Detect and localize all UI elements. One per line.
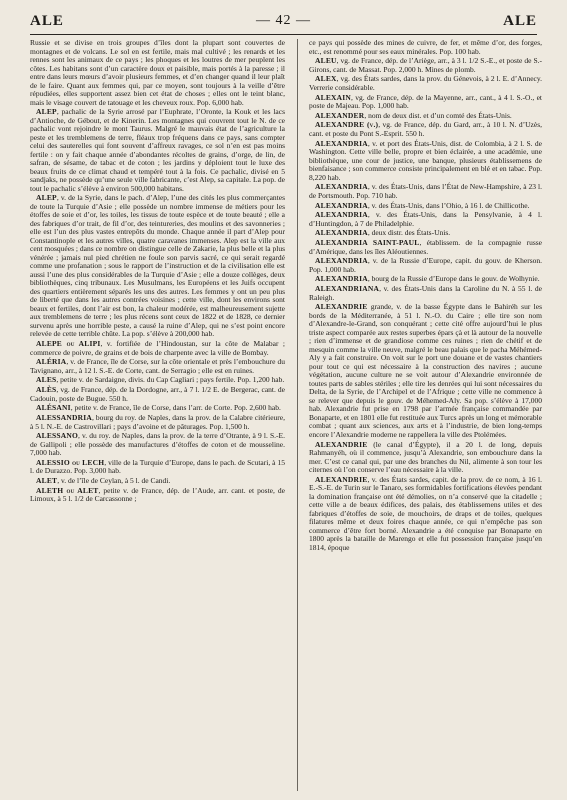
entry-headword: ALEXANDRIA bbox=[315, 274, 368, 284]
header-left-word: ALE bbox=[30, 13, 64, 29]
entry-text: , ville de la Turquie d’Europe, dans le pach. de Scutari, à 15 l. de Durazzo. Pop. 3,000 hab. bbox=[30, 457, 285, 476]
entry-text: Russie et se divise en trois groupes d’îles dont la plupart sont couvertes de montagnes et de volcans. Le sol en est fertile, mais mal cultivé ; les renards et les rennes sont les animaux de ce pays ; les phoques et les loutres de mer peuplent les côtes. Les habitans sont d’un caractère doux et paisible, mais portés à la paresse ; il entre dans leurs mœurs d’avoir plusieurs femmes, et d’en changer quand il leur plaît de le faire. Quant aux femmes qui, par ce moyen, sont toujours à la veille d’être répudiées, elles supportent assez bien cet état de choses ; elles ont le teint blanc, mais le visage couvert de tatouage et les cheveux roux. Pop. 6,000 hab. bbox=[30, 39, 285, 107]
dictionary-entry bbox=[309, 94, 542, 111]
entry-headword: ALÈS bbox=[36, 385, 57, 395]
entry-text: , v. du roy. de Naples, dans la prov. de la terre d’Otrante, à 9 l. S.-E. de Gallipoli ; elle possède des manufactures d’étoffes de coton et de mousseline. 7,000 hab. bbox=[30, 431, 285, 458]
entry-headword: ALEXANDRIE bbox=[315, 439, 368, 449]
dictionary-entry bbox=[309, 183, 542, 200]
entry-text: , établissem. de la compagnie russe d’Amérique, dans les îles Aléoutiennes. bbox=[309, 238, 542, 256]
entry-text: , bourg du roy. de Naples, dans la prov. de la Calabre citérieure, à 5 l. N.-E. de Castrovillari ; pays d’avoine et de pâturages. Pop. 1,500 h. bbox=[30, 413, 285, 431]
entry-text: , nom de deux dist. et d’un comté des États-Unis. bbox=[364, 110, 512, 120]
entry-headword: ALEXANDRIA bbox=[315, 200, 368, 210]
entry-headword: ALEXAIN bbox=[315, 92, 351, 102]
entry-headword: ALEXANDRIA bbox=[315, 182, 368, 192]
dictionary-entry bbox=[309, 202, 542, 211]
running-header bbox=[30, 13, 537, 33]
entry-text: , v. fortifiée de l’Hindoustan, sur la côte de Malabar ; commerce de poivre, de grains et de bois de charpente avec la ville de Bombay. bbox=[30, 339, 285, 357]
entry-headword: ALEU bbox=[315, 56, 337, 66]
dictionary-entry bbox=[30, 358, 285, 375]
dictionary-entry bbox=[309, 285, 542, 302]
entry-text: grande, v. de la basse Égypte dans le Bahiréh sur les bords de la Méditerranée, à 51 l. N.-O. du Caire ; elle tire son nom d’Alexandre-le-Grand, son conquérant ; cette cité offre aujourd’hui le plus triste aspect comparée aux restes superbes épars çà et là autour de la nouvelle ; rien d’immense et de grandiose comme ces ruines ; rien de chétif et de mesquin comme la ville neuve, malgré le beau palais que le pacha Méhémed-Aly y a fait construire. On voit sur le port une douane et de vastes chantiers pour tout ce qui est nécessaire à la construction des navires ; aucune végétation, aucune culture ne se voit autour d’Alexandrie environnée de toutes parts de sables stériles ; elle tire les denrées qui lui sont nécessaires du Delta, de la Syrie, de l’Archipel et de l’Afrique ; cette ville ne commence à se relever que depuis le gouv. de Méhemed-Aly. Sa pop. s’élève à 17,000 hab. Alexandrie fut prise en 1798 par l’armée française commandée par Bonaparte, et en 1801 elle fut restituée aux Turcs après un long et mémorable combat ; quant aux sciences, aux arts et à l’industrie, de bien long-temps encore l’Alexandrie moderne ne rappellera la ville des Ptolémées. bbox=[309, 302, 542, 439]
entry-text: , petite v. de France, île de Corse, dans l’arr. de Corte. Pop. 2,600 hab. bbox=[70, 403, 281, 413]
dictionary-entry bbox=[309, 39, 542, 56]
entry-text: , v. des États-Unis, dans l’État de New-Hampshire, à 23 l. de Portsmouth. Pop. 710 hab. bbox=[309, 182, 542, 200]
entry-headword: ALESSANO bbox=[36, 431, 79, 441]
dictionary-entry bbox=[30, 404, 285, 413]
dictionary-entry bbox=[30, 376, 285, 385]
entry-text: , v. et port des États-Unis, dist. de Colombia, à 2 l. S. de Washington. Cette ville belle, propre et bien éclairée, a une académie, une bibliothèque, une cour de justice, une banque, plusieurs établissemens de bienfaisance ; son commerce consiste principalement en blé et en tabac. Pop. 8,220 hab. bbox=[309, 138, 542, 182]
entry-text: , vg. de France, dép. de la Dordogne, arr., à 7 l. 1/2 E. de Bergerac, cant. de Cadouin, poste de Bugue. 550 h. bbox=[30, 385, 285, 403]
dictionary-entry bbox=[30, 39, 285, 107]
entry-headword: ALEPE ou ALIPI bbox=[36, 339, 101, 349]
dictionary-entry bbox=[309, 211, 542, 228]
entry-text: , v. de la Syrie, dans le pach. d’Alep, l’une des cités les plus commerçantes de toute la Turquie d’Asie ; elle possède un nombre immense de métiers pour les étoffes de soie et d’or, les toiles, les tissus de toute espèce et de toute beauté ; elle a des fabriques d’or trait, de fil d’or, des teintureries, des moulins et des savonneries ; elle est l’un des plus vastes entrepôts du monde. Chaque année il part d’Alep pour Constantinople et les autres villes, quatre caravanes immenses. Alep est la ville aux cent mosquées ; dans ce nombre on distingue celle de Zakarie, la plus belle et la plus vénérée ; jamais nul pied chrétien ne foule son parvis sacré, ce qui serait regardé comme une profanation ; sous le rapport de l’instruction et de la civilisation elle est aussi l’une des plus considérables de la Turquie d’Asie ; elle a douze collèges, deux bibliothèques, cinq tribunaux. Les Musulmans, les Européens et les Juifs occupent des quartiers entièrement séparés les uns des autres. Les femmes y ont un peu plus de liberté que dans les autres contrées voisines ; cette ville, dont les environs sont beaux et fertiles, dont l’air est bon, la chaleur modérée, est malheureusement sujette aux tremblemens de terre ; les plus récens sont ceux de 1822 et de 1828, ce dernier survenu après une horrible peste, a causé la ruine d’Alep, qui ne s’est point encore relevée de cette terrible chûte. La pop. s’élève à 200,000 hab. bbox=[30, 193, 285, 339]
dictionary-entry bbox=[30, 477, 285, 486]
entry-headword: ALEX bbox=[315, 74, 337, 84]
dictionary-entry bbox=[309, 303, 542, 439]
entry-text: , vg. de France, dép. de l’Ariège, arr., à 3 l. 1/2 S.-E., et poste de S.-Girons, cant. de Massat. Pop. 2,000 h. Mines de plomb. bbox=[309, 56, 542, 74]
dictionary-entry bbox=[309, 441, 542, 475]
entry-headword: ALEP bbox=[36, 107, 57, 117]
entry-headword: ALEXANDRIA bbox=[315, 256, 368, 266]
entry-headword: ALEXANDRIA SAINT-PAUL bbox=[315, 238, 420, 248]
entry-headword: ALES bbox=[36, 375, 57, 385]
header-right-word: ALE bbox=[503, 13, 537, 29]
entry-text: ce pays qui possède des mines de cuivre, de fer, et même d’or, des forges, etc., est renommé pour ses eaux minérales. Pop. 100 hab. bbox=[309, 39, 542, 56]
dictionary-entry bbox=[30, 194, 285, 339]
entry-headword: ALET bbox=[36, 476, 58, 486]
dictionary-entry bbox=[309, 57, 542, 74]
page-number: — 42 — bbox=[256, 13, 311, 28]
dictionary-entry bbox=[309, 75, 542, 92]
entry-headword: ALESSIO ou LECH bbox=[36, 457, 105, 467]
right-column bbox=[309, 39, 542, 794]
left-column bbox=[30, 39, 285, 794]
entry-headword: ALEXANDRE (v.) bbox=[315, 120, 379, 130]
entry-headword: ALEXANDER bbox=[315, 110, 365, 120]
entry-text: , bourg de la Russie d’Europe dans le gouv. de Wolhynie. bbox=[367, 274, 540, 284]
dictionary-entry bbox=[309, 121, 542, 138]
entry-text: , deux distr. des États-Unis. bbox=[367, 228, 451, 238]
entry-text: , vg. des États sardes, dans la prov. du Génevois, à 2 l. E. d’Annecy. Verrerie considérable. bbox=[309, 74, 542, 92]
dictionary-entry bbox=[309, 239, 542, 256]
entry-headword: ALEXANDRIA bbox=[315, 228, 368, 238]
entry-headword: ALÉRIA bbox=[36, 357, 67, 367]
dictionary-entry bbox=[309, 476, 542, 553]
entry-headword: ALEXANDRIANA bbox=[315, 284, 380, 294]
entry-text: , petite v. de France, dép. de l’Aude, arr. cant. et poste, de Limoux, à 5 l. 1/2 de Carcassonne ; bbox=[30, 485, 285, 504]
entry-headword: ALEXANDRIA bbox=[315, 138, 368, 148]
dictionary-entry bbox=[30, 340, 285, 357]
dictionary-entry bbox=[30, 108, 285, 193]
dictionary-entry bbox=[309, 140, 542, 183]
entry-headword: ALÉSANI bbox=[36, 403, 71, 413]
entry-headword: ALETH ou ALET bbox=[36, 485, 99, 495]
entry-text: , v. des États-Unis dans la Caroline du N. à 55 l. de Raleigh. bbox=[309, 284, 542, 302]
dictionary-entry bbox=[309, 229, 542, 238]
entry-headword: ALEXANDRIE bbox=[315, 302, 368, 312]
entry-text: , vg. de France, dép. du Gard, arr., à 10 l. N. d’Uzès, cant. et poste du Pont S.-Esprit. 550 h. bbox=[309, 120, 542, 138]
dictionary-entry bbox=[309, 112, 542, 121]
entry-text: (le canal d’Égypte), il a 20 l. de long, depuis Rahmanyéh, où il commence, jusqu’à Alexandrie, son embouchure dans la mer. C’est ce canal qui, par une des branches du Nil, alimente à son tour les citernes où l’on conserve l’eau nécessaire à la ville. bbox=[309, 439, 542, 474]
entry-text: , v. des États-Unis, dans la Pensylvanie, à 4 l. d’Huntingdon, à 7 de Philadelphie. bbox=[309, 210, 542, 228]
dictionary-entry bbox=[309, 257, 542, 274]
entry-text: , vg. de France, dép. de la Mayenne, arr., cant., à 4 l. S.-O., et poste de Majeau. Pop. 1,000 hab. bbox=[309, 92, 542, 111]
dictionary-entry bbox=[30, 459, 285, 476]
dictionary-entry bbox=[30, 386, 285, 403]
entry-headword: ALEXANDRIA bbox=[315, 210, 368, 220]
entry-headword: ALEP bbox=[36, 193, 57, 203]
entry-text: , v. de la Russie d’Europe, capit. du gouv. de Kherson. Pop. 1,000 hab. bbox=[309, 256, 542, 274]
entry-headword: ALEXANDRIE bbox=[315, 474, 368, 484]
header-rule bbox=[30, 34, 537, 35]
dictionary-entry bbox=[30, 414, 285, 431]
entry-headword: ALESSANDRIA bbox=[36, 413, 92, 422]
entry-text: , v. des États sardes, capit. de la prov. de ce nom, à 16 l. E.-S.-E. de Turin sur le Tanaro, ses formidables fortifications élevées pendant la domination française ont été démolies, on n’a conservé que la citadelle ; cette ville a de beaux édifices, des palais, des établissemens utiles et des fabriques d’étoffes de soie, de mouchoirs, de draps et de toiles, quelques filatures même et deux foires chaque année, ce qui n’empêche pas son commerce d’être fort borné. Alexandrie a été conquise par Bonaparte en 1800 après la bataille de Marengo et elle fut possession française jusqu’en 1814, époque bbox=[309, 474, 542, 552]
entry-text: , petite v. de Sardaigne, divis. du Cap Cagliari ; pays fertile. Pop. 1,200 hab. bbox=[56, 375, 285, 385]
entry-text: , pachalic de la Syrie arrosé par l’Euphrate, l’Oronte, la Kouk et les lacs d’Antioche, de Gébout, et de Kinerin. Les montagnes qui couvrent tout le N. de ce pachalic vont rejoindre le mont Taurus. Malgré le mauvais état de l’agriculture la peste et les tremblemens de terre, fléaux trop fréquens dans ce pays, sans compter celui des sauterelles qui font souvent d’affreux ravages, ce sol n’en est pas moins fertile : on y fait chaque année d’abondantes récoltes de grains, d’orge, de lin, de safran, de sésame, de tabac et de coton ; les jardins y déploient tout le luxe des beaux fruits de ce climat chaud et tempéré tout à la fois. Ce pachalic, divisé en 5 sandjaks, ne possède qu’une seule ville fabricante, c’est Alep, sa capitale. La pop. de tout le pachalic s’élève à environ 500,000 habitans. bbox=[30, 107, 285, 193]
entry-text: , v. de l’île de Ceylan, à 5 l. de Candi. bbox=[57, 476, 171, 486]
dictionary-entry bbox=[30, 432, 285, 458]
entry-text: , v. des États-Unis, dans l’Ohio, à 16 l. de Chillicothe. bbox=[367, 200, 530, 210]
dictionary-entry bbox=[30, 487, 285, 504]
column-divider bbox=[297, 39, 298, 791]
dictionary-entry bbox=[309, 275, 542, 284]
entry-text: , v. de France, île de Corse, sur la côte orientale et près l’embouchure du Tavignano, arr., à 12 l. S.-E. de Corte, cant. de Serragio ; elle est en ruines. bbox=[30, 357, 285, 375]
